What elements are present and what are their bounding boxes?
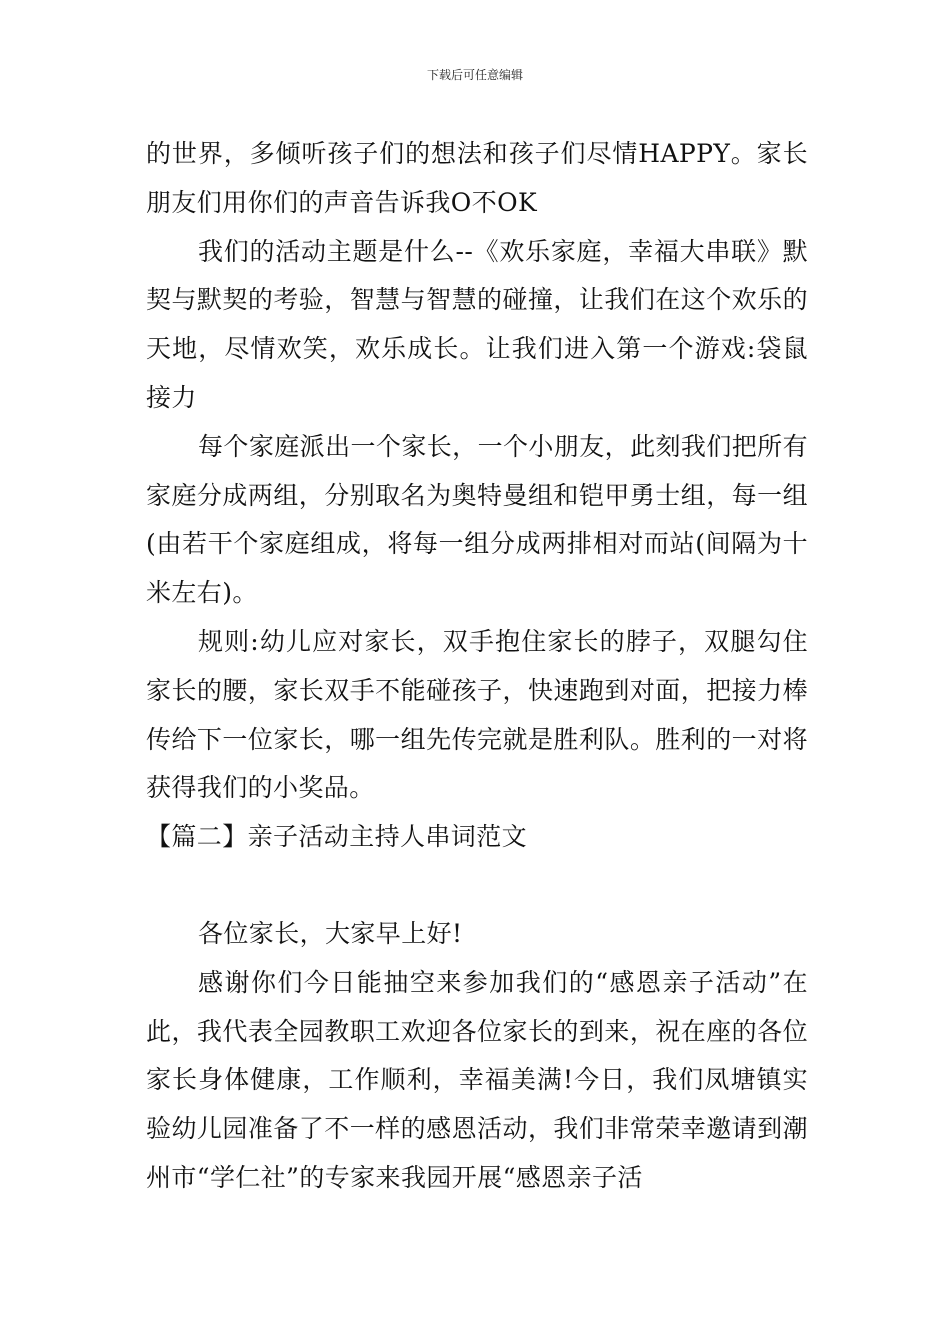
paragraph-2: 我们的活动主题是什么--《欢乐家庭，幸福大串联》默契与默契的考验，智慧与智慧的碰撞，让我们在这个欢乐的天地，尽情欢笑，欢乐成长。让我们进入第一个游戏:袋鼠接力 [146, 236, 808, 412]
paragraph-4: 规则:幼儿应对家长，双手抱住家长的脖子，双腿勾住家长的腰，家长双手不能碰孩子，快速跑到对面，把接力棒传给下一位家长，哪一组先传完就是胜利队。胜利的一对将获得我们的小奖品。 [146, 626, 808, 803]
page-header-note: 下载后可任意编辑 [426, 68, 523, 82]
paragraph-3: 每个家庭派出一个家长，一个小朋友，此刻我们把所有家庭分成两组，分别取名为奥特曼组和铠甲勇士组，每一组(由若干个家庭组成，将每一组分成两排相对而站(间隔为十米左右)。 [146, 431, 808, 608]
paragraph-1: 的世界，多倾听孩子们的想法和孩子们尽情HAPPY。家长朋友们用你们的声音告诉我O不OK [146, 139, 808, 217]
paragraph-5: 各位家长，大家早上好! [198, 918, 463, 948]
document-body [146, 130, 808, 1203]
section-heading: 【篇二】亲子活动主持人串词范文 [146, 822, 528, 852]
paragraph-6: 感谢你们今日能抽空来参加我们的“感恩亲子活动”在此，我代表全园教职工欢迎各位家长的到来，祝在座的各位家长身体健康，工作顺利，幸福美满!今日，我们凤塘镇实验幼儿园准备了不一样的感恩活动，我们非常荣幸邀请到潮州市“学仁社”的专家来我园开展“感恩亲子活 [146, 967, 808, 1192]
blank-line [146, 862, 808, 910]
